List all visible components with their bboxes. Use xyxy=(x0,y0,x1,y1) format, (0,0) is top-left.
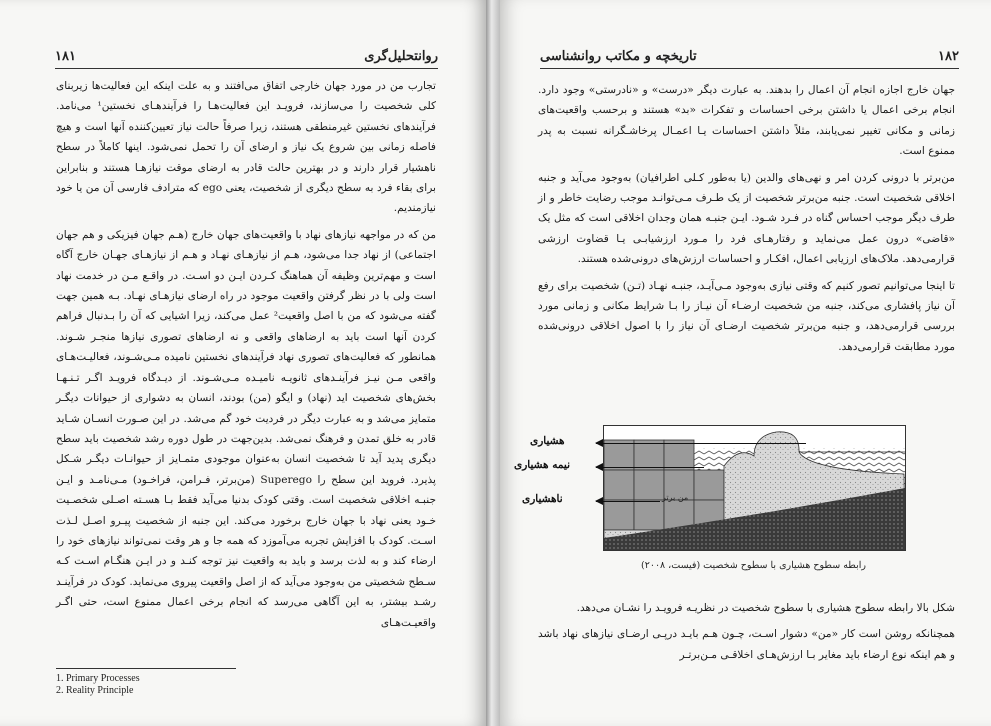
right-header-title: تاریخچه و مکاتب روانشناسی xyxy=(540,48,697,64)
figure-caption: رابطه سطوح هشیاری با سطوح شخصیت (فیست، ۲۰۰۸) xyxy=(641,560,866,571)
right-paragraph-1: جهان خارج اجازه انجام آن اعمال را بدهند. به عبارت دیگر «درست» و «نادرستی» وجود دارد. انجام برخی اعمال یا داشتن برخی احساسات و تفکرات «بد» هستند و برحسب واقعیت‌های زمانی و مکانی تغییر نمی‌یابند، مثلاً داشتن احساسات یـا اعمـال پرخاشـگرانه نسبت به پدر ممنوع است. xyxy=(538,84,955,158)
unconscious-label: ناهشیاری xyxy=(522,493,563,505)
ego-tag-label: من برتر xyxy=(662,493,689,502)
left-page-header xyxy=(55,46,438,66)
right-body-text-top xyxy=(538,80,955,363)
personality-levels-figure xyxy=(500,395,991,595)
conscious-arrow xyxy=(596,443,806,444)
left-body-text xyxy=(56,76,436,639)
unconscious-arrow xyxy=(596,501,660,502)
right-paragraph-5: همچنانکه روشن است کار «من» دشوار اسـت، چـون هـم بایـد درپـی ارضـای نیازهای نهاد باشد و هم اینکه نوع ارضاء باید مغایر بـا ارزش‌هـای اخلاقـی مـن‌برتـر xyxy=(538,628,955,661)
book-gutter xyxy=(486,0,500,726)
preconscious-arrow xyxy=(596,467,704,468)
footnote-2: 2. Reality Principle xyxy=(56,685,134,696)
right-page-header xyxy=(540,46,959,66)
left-paragraph-1: تجارب من در مورد جهان خارجی اتفاق می‌افتند و به علت اینکه این فعالیت‌ها زیربنای کلی شخصیت را می‌سازند، فرویـد این فعالیت‌هـا را فرآیندهـای نخستین¹ می‌نامد. فرآیندهای نخستین غیرمنطقی هستند، زیرا صرفاً حالت نیاز تعیین‌کننده آنها است و هیچ فاصله زمانی بین شروع یک نیاز و ارضای آن را تحمل نمی‌شود. اینها کاملاً در سطح ناهشیار قرار دارند و در بهترین حالت قادر به ارضای موقت نیازهـا هستند و بنابراین برای بقاء فرد به سطح دیگری از شخصیت، یعنی ego که مترادف فارسی آن من یا خود نیازمندیم. xyxy=(56,80,436,215)
right-body-text-bottom xyxy=(538,598,955,671)
left-footnotes xyxy=(56,668,436,697)
right-page xyxy=(500,0,991,726)
conscious-label: هشیاری xyxy=(530,435,565,447)
preconscious-label: نیمه هشیاری xyxy=(514,459,571,471)
right-paragraph-2: من‌برتر با درونی کردن امر و نهی‌های والدین (یا به‌طور کـلی اطرافیان) به‌وجود می‌آید و جنبه اخلاقی شخصیت است. جنبه من‌برتر شخصیت از یک طـرف مـی‌توانـد موجب رضایت خاطر و از طرف دیگر موجب احساس گناه در فـرد شـود. ایـن جنبـه همان وجدان اخلاقی است که مثل یک «قاضی» درون عمل می‌نماید و رفتارهـای فرد را مـورد ارزشیابـی یـا قضاوت ارزشی قرارمی‌دهد. ملاک‌های ارزیابی اعمال، افکـار و احساسات ارزش‌های درونی‌شده هستند. xyxy=(538,171,955,266)
footnote-1: 1. Primary Processes xyxy=(56,673,140,684)
right-page-number: ۱۸۲ xyxy=(938,48,959,64)
left-header-title: روانتحلیل‌گری xyxy=(364,48,438,64)
left-page-number: ۱۸۱ xyxy=(55,48,76,64)
right-header-rule xyxy=(540,68,959,69)
left-page xyxy=(0,0,486,726)
right-paragraph-4: شکل بالا رابطه سطوح هشیاری با سطوح شخصیت در نظریـه فرویـد را نشـان می‌دهد. xyxy=(576,602,955,614)
left-paragraph-2: من که در مواجهه نیازهای نهاد با واقعیت‌های جهان خارج (هـم جهان فیزیکی و هم جهان اجتماعی) از نهاد جدا می‌شود، هـم از نیازهـای نهـاد و هـم از نیازهـای جهـان خارج آگاه است و مهم‌ترین وظیفه آن هماهنگ کـردن ایـن دو اسـت. در واقـع مـن در خدمت نهاد است ولی با در نظر گرفتن واقعیت موجود در راه ارضای نیازهـای نهـاد. بـه همین جهت گفته می‌شود که من با اصل واقعیت² عمل می‌کند، زیرا اشیایی که آن را بـدنبال فراهم کردن آنها است باید به ارضاهای واقعی و نه ارضاهای تصوری نیازها منجـر شـوند. همانطور که فعالیت‌های تصوری نهاد فرآیندهای نخستین نامیده مـی‌شـوند، فعالیـت‌هـای واقعی مـن نیـز فرآینـدهای ثانویـه نامیـده مـی‌شـوند. از دیـدگاه فرویـد اگـر تـنـهـا بخش‌های شخصیت اید (نهاد) و ایگو (من) بودند، انسان به دشواری از حیوانات دیگـر متمایز می‌شد و به عبارت دیگر در فردیت خود گم می‌شد. در این صـورت انسـان شـاید قادر به خلق تمدن و فرهنگ نمی‌شد. بدین‌جهت در طول دوره رشد شخصیت باید سطح دیگری پدید آید تا شخصیت انسان به‌عنوان موجودی متمـایز از حیوانـات دیگـر شـکل پذیرد. فروید این سطح را Superego (من‌برتر، فـرامن، فراخـود) مـی‌نامـد و ایـن جنبـه اخلاقی شخصیت است. وقتی کودک بدنیا می‌آید فقط بـا هسـته اصـلی شخصـیت خـود یعنی نهاد با جهان خارج برخورد می‌کند. این جنبه از شخصیت پیـرو اصـل لـذت اسـت. کودک با افزایش تجربه می‌آموزد که همه جا و هر وقت نمی‌تواند نیازهای خود را ارضاء کند و به لذت برسد و باید به واقعیت نیز توجه کنـد و در ایـن هنگـام اسـت کـه سـطح شخصیتی من به‌وجود می‌آید که از اصل واقعیت پیروی می‌نماید. کودک در فرآینـد رشـد بیشتر، به این آگاهی می‌رسد که انجام برخی اعمال ممنوع است، حتی اگـر واقعیـت‌هـای xyxy=(56,228,436,629)
left-header-rule xyxy=(55,68,438,69)
iceberg-diagram xyxy=(604,426,905,550)
footnote-rule xyxy=(56,668,236,669)
right-paragraph-3: تا اینجا می‌توانیم تصور کنیم که وقتی نیازی به‌وجود مـی‌آیـد، جنبـه نهـاد (تـن) شخصیت برای رفع آن نیاز پافشاری می‌کند، جنبه من شخصیت ارضـاء آن نیـاز را بـا شرایط مکانی و زمانی مورد بررسی قرارمی‌دهد، و جنبه من‌برتر شخصیت ارضـای آن نیاز را با اصول اخلاقی درونی‌شده مورد مطابقت قرارمی‌دهد. xyxy=(538,279,955,353)
